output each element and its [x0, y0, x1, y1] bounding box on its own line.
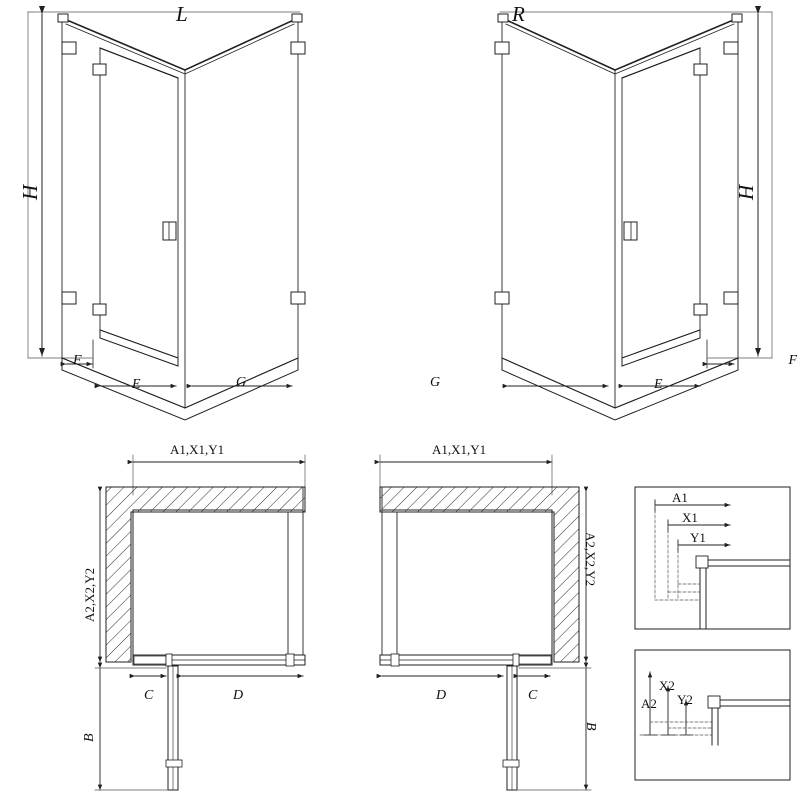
detail-label-a2: A2 — [641, 696, 657, 711]
base-label-right-f: F — [788, 353, 797, 368]
plan-right-dim-b: B — [583, 722, 598, 731]
height-label-right: H — [734, 184, 758, 200]
plan-left-side-dim: A2,X2,Y2 — [82, 567, 97, 622]
plan-left-dim-b: B — [82, 733, 97, 742]
elevation-right — [495, 12, 772, 420]
plan-right-dim-d: D — [436, 688, 447, 703]
detail-a1x1y1 — [635, 487, 790, 629]
plan-left-dim-d: D — [233, 688, 244, 703]
plan-right-dim-c: C — [528, 688, 538, 703]
base-label-right-e: E — [654, 377, 663, 392]
plan-right-top-dim: A1,X1,Y1 — [432, 442, 487, 457]
detail-a2x2y2 — [635, 650, 790, 780]
plan-left-dim-c: C — [144, 688, 154, 703]
height-label-left: H — [18, 184, 42, 200]
base-label-right-g: G — [430, 375, 441, 390]
plan-right-side-dim: A2,X2,Y2 — [583, 532, 598, 587]
elevation-left — [28, 12, 305, 420]
view-title-right: R — [512, 2, 525, 26]
base-label-left-g: G — [236, 375, 247, 390]
detail-label-y1: Y1 — [690, 530, 706, 545]
detail-label-a1: A1 — [672, 490, 688, 505]
detail-label-y2: Y2 — [677, 692, 693, 707]
base-label-left-e: E — [132, 377, 141, 392]
detail-label-x1: X1 — [682, 510, 698, 525]
base-label-left-f: F — [73, 353, 82, 368]
plan-left — [95, 455, 305, 790]
plan-right — [380, 455, 591, 790]
view-title-left: L — [176, 2, 188, 26]
detail-label-x2: X2 — [659, 678, 675, 693]
plan-left-top-dim: A1,X1,Y1 — [170, 442, 225, 457]
